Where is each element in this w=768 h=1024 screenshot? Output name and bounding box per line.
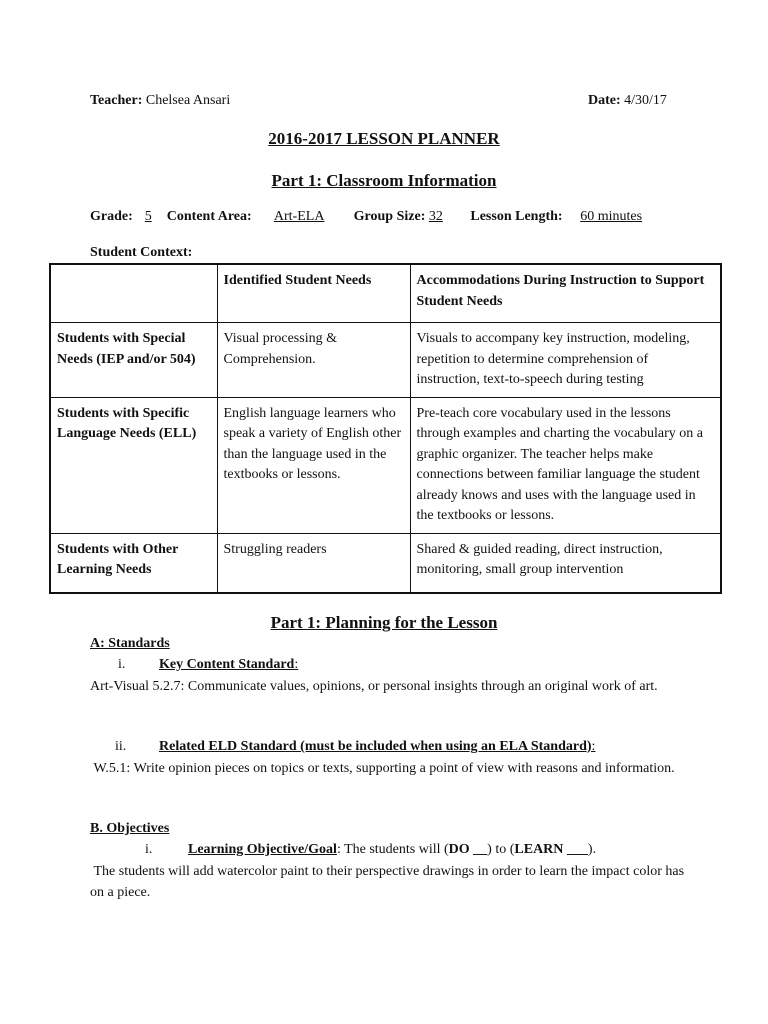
key-content-standard-line — [159, 657, 298, 673]
grade-label: Grade: — [90, 209, 133, 224]
row-accommodations-cell: Visuals to accompany key instruction, modeling, repetition to determine comprehension of instruction, text-to-speech during testing — [410, 323, 721, 398]
learning-objective-do: DO __ — [448, 842, 488, 857]
date-line — [588, 93, 667, 109]
key-content-standard-text: Art-Visual 5.2.7: Communicate values, opinions, or personal insights through an original work of art. — [90, 679, 658, 694]
info-line — [90, 209, 642, 225]
row-accommodations-cell: Pre-teach core vocabulary used in the lessons through examples and charting the vocabulary on a graphic organizer. The teacher helps make connections between familiar language the student already knows and uses with the language used in the textbooks or lessons. — [410, 397, 721, 533]
table-row — [50, 533, 721, 593]
key-content-standard-label: Key Content Standard — [159, 657, 295, 672]
teacher-label: Teacher: — [90, 93, 143, 108]
eld-standard-line — [159, 739, 595, 755]
learning-objective-learn: LEARN ___ — [514, 842, 588, 857]
standards-item2-marker: ii. — [115, 739, 127, 754]
content-area-label: Content Area: — [166, 209, 252, 224]
lesson-length-value: 60 minutes — [580, 209, 643, 224]
standards-item1-marker: i. — [118, 657, 126, 672]
page-title: 2016-2017 LESSON PLANNER — [268, 129, 500, 148]
table-row — [50, 323, 721, 398]
row-group-cell: Students with Other Learning Needs — [50, 533, 217, 593]
eld-standard-label: Related ELD Standard (must be included when using an ELA Standard) — [159, 739, 592, 754]
group-size-value: 32 — [428, 209, 443, 224]
objectives-item1-marker: i. — [145, 842, 153, 857]
row-group-cell: Students with Specific Language Needs (ELL) — [50, 397, 217, 533]
row-group-cell: Students with Special Needs (IEP and/or 504) — [50, 323, 217, 398]
teacher-name: Chelsea Ansari — [145, 93, 231, 108]
row-needs-cell: English language learners who speak a variety of English other than the language used in the textbooks or lessons. — [217, 397, 410, 533]
eld-standard-text: W.5.1: Write opinion pieces on topics or texts, supporting a point of view with reasons and information. — [90, 761, 675, 776]
table-header-cell: Identified Student Needs — [217, 264, 410, 323]
learning-objective-text: The students will add watercolor paint to their perspective drawings in order to learn the impact color has on a piece. — [90, 864, 688, 900]
table-header-cell — [50, 264, 217, 323]
row-accommodations-cell: Shared & guided reading, direct instruction, monitoring, small group intervention — [410, 533, 721, 593]
date-value: 4/30/17 — [624, 93, 667, 108]
table-header-cell: Accommodations During Instruction to Support Student Needs — [410, 264, 721, 323]
planning-heading: Part 1: Planning for the Lesson — [270, 613, 498, 632]
learning-objective-line — [188, 842, 596, 858]
student-context-table — [49, 263, 722, 594]
key-content-standard-colon: : — [294, 657, 299, 672]
content-area-value: Art-ELA — [273, 209, 325, 224]
learning-objective-label: Learning Objective/Goal — [188, 842, 337, 857]
date-label: Date: — [588, 93, 621, 108]
student-context-label: Student Context: — [90, 245, 193, 260]
lesson-length-label: Lesson Length: — [470, 209, 563, 224]
learning-objective-mid: : The students will ( — [336, 842, 449, 857]
table-row — [50, 397, 721, 533]
learning-objective-end: ). — [587, 842, 597, 857]
table-header-row — [50, 264, 721, 323]
grade-value: 5 — [144, 209, 152, 224]
learning-objective-mid2: ) to ( — [487, 842, 515, 857]
part1-heading: Part 1: Classroom Information — [271, 171, 497, 190]
standards-heading: A: Standards — [90, 636, 170, 651]
group-size-label: Group Size: — [353, 209, 426, 224]
eld-standard-colon: : — [591, 739, 596, 754]
objectives-heading: B. Objectives — [90, 821, 170, 836]
teacher-line — [90, 93, 230, 109]
row-needs-cell: Struggling readers — [217, 533, 410, 593]
row-needs-cell: Visual processing & Comprehension. — [217, 323, 410, 398]
